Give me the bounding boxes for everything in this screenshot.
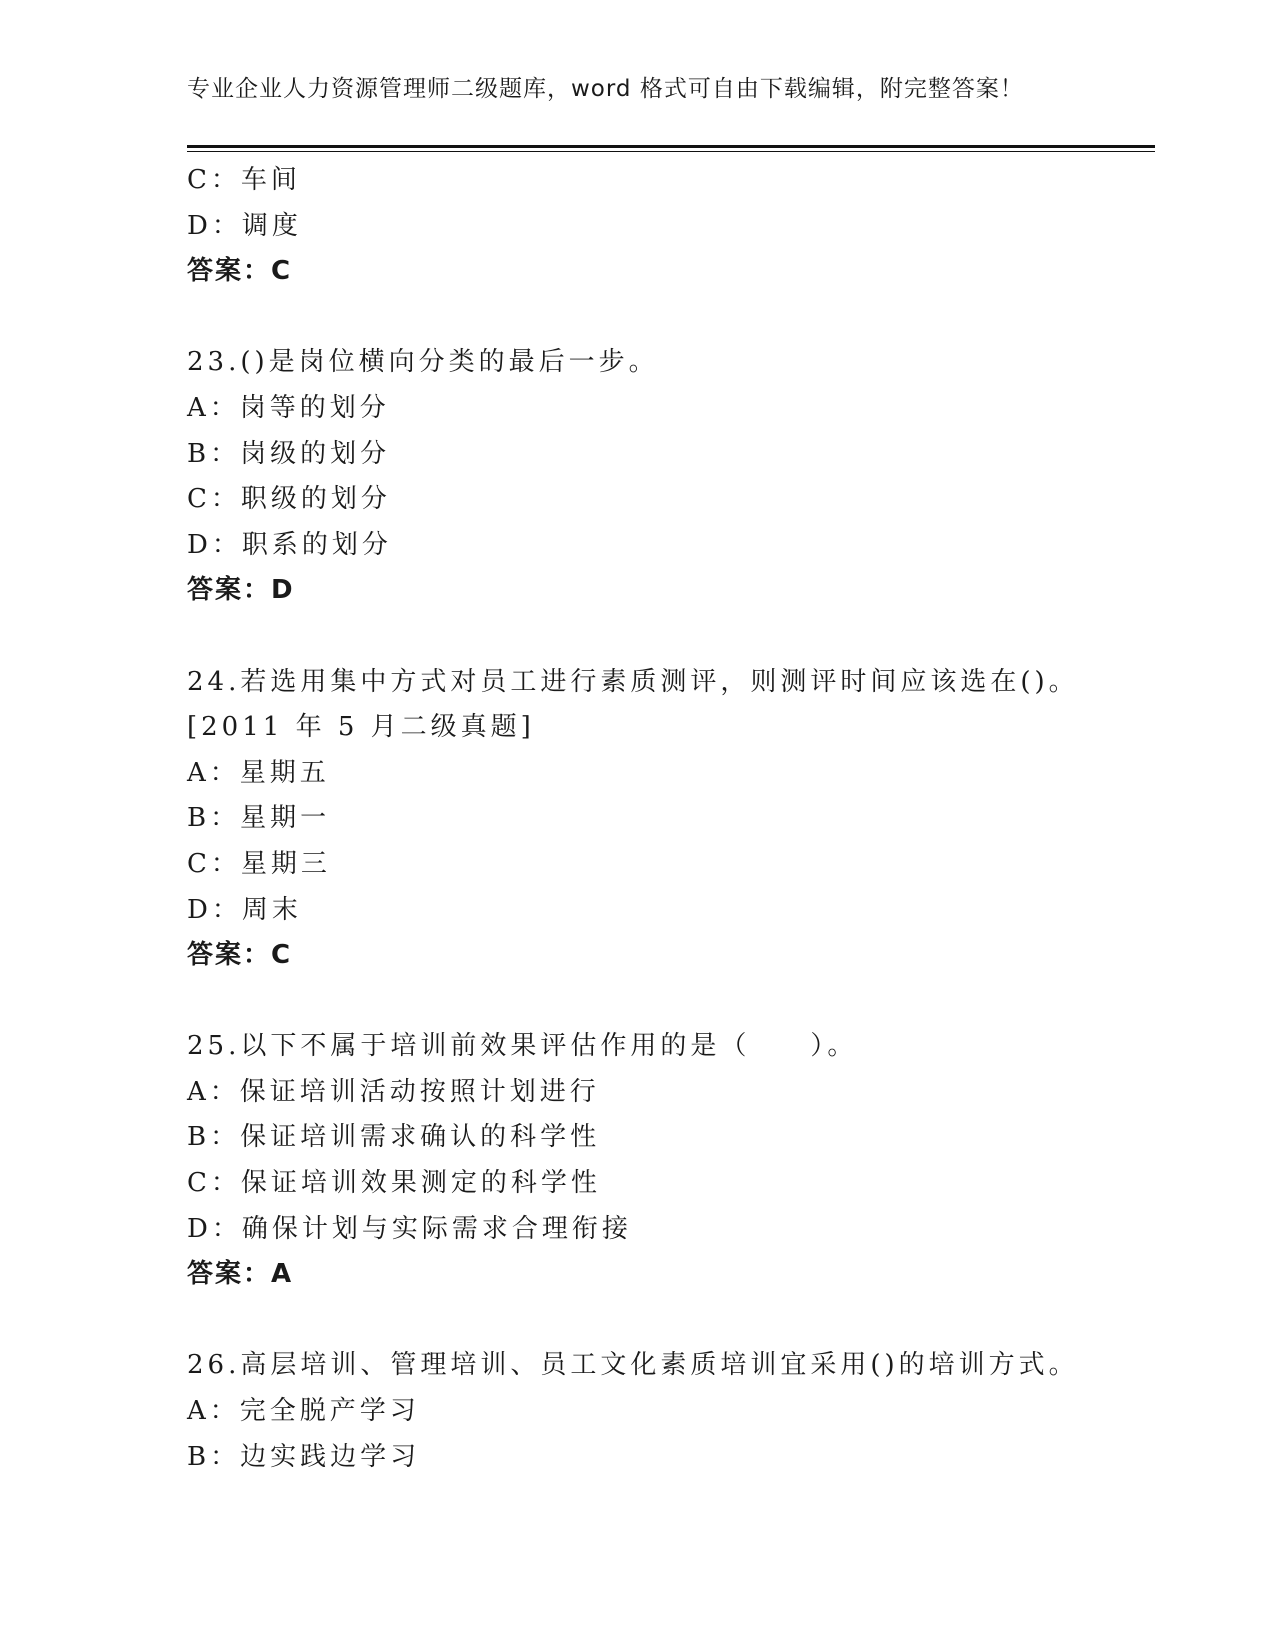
q24-option-a: A：星期五 (187, 757, 330, 788)
q24-question-source: [2011 年 5 月二级真题] (187, 712, 535, 743)
page-header: 专业企业人力资源管理师二级题库，word 格式可自由下载编辑，附完整答案！ (187, 76, 1024, 102)
q23-option-c: C：职级的划分 (187, 484, 391, 515)
q22-option-d: D：调度 (187, 210, 302, 241)
spacer (187, 295, 1155, 341)
q23-option-d: D：职系的划分 (187, 529, 392, 560)
q24-question: 24.若选用集中方式对员工进行素质测评，则测评时间应该选在()。 (187, 666, 1079, 697)
q25-option-c: C：保证培训效果测定的科学性 (187, 1168, 601, 1199)
q26-question: 26.高层培训、管理培训、员工文化素质培训宜采用()的培训方式。 (187, 1350, 1079, 1381)
q22-option-c: C：车间 (187, 165, 301, 195)
header-rule-thick (187, 145, 1155, 148)
spacer (187, 979, 1155, 1025)
q22-answer: 答案：C (187, 256, 293, 287)
q23-question: 23.()是岗位横向分类的最后一步。 (187, 347, 659, 378)
spacer (187, 614, 1155, 660)
q25-option-b: B：保证培训需求确认的科学性 (187, 1122, 601, 1153)
q26-option-b: B：边实践边学习 (187, 1441, 421, 1472)
question-list (187, 158, 1155, 1480)
q24-option-c: C：星期三 (187, 848, 331, 879)
q23-answer: 答案：D (187, 575, 295, 606)
q24-option-d: D：周末 (187, 894, 302, 925)
q25-option-a: A：保证培训活动按照计划进行 (187, 1076, 600, 1107)
q25-option-d: D：确保计划与实际需求合理衔接 (187, 1213, 632, 1244)
q24-answer: 答案：C (187, 940, 293, 971)
spacer (187, 1298, 1155, 1344)
q25-question: 25.以下不属于培训前效果评估作用的是（ ）。 (187, 1031, 858, 1062)
q26-option-a: A：完全脱产学习 (187, 1396, 420, 1427)
header-rule-thin (187, 151, 1155, 152)
q23-option-b: B：岗级的划分 (187, 438, 391, 469)
q24-option-b: B：星期一 (187, 803, 331, 834)
q23-option-a: A：岗等的划分 (187, 392, 390, 423)
q25-answer: 答案：A (187, 1259, 294, 1290)
